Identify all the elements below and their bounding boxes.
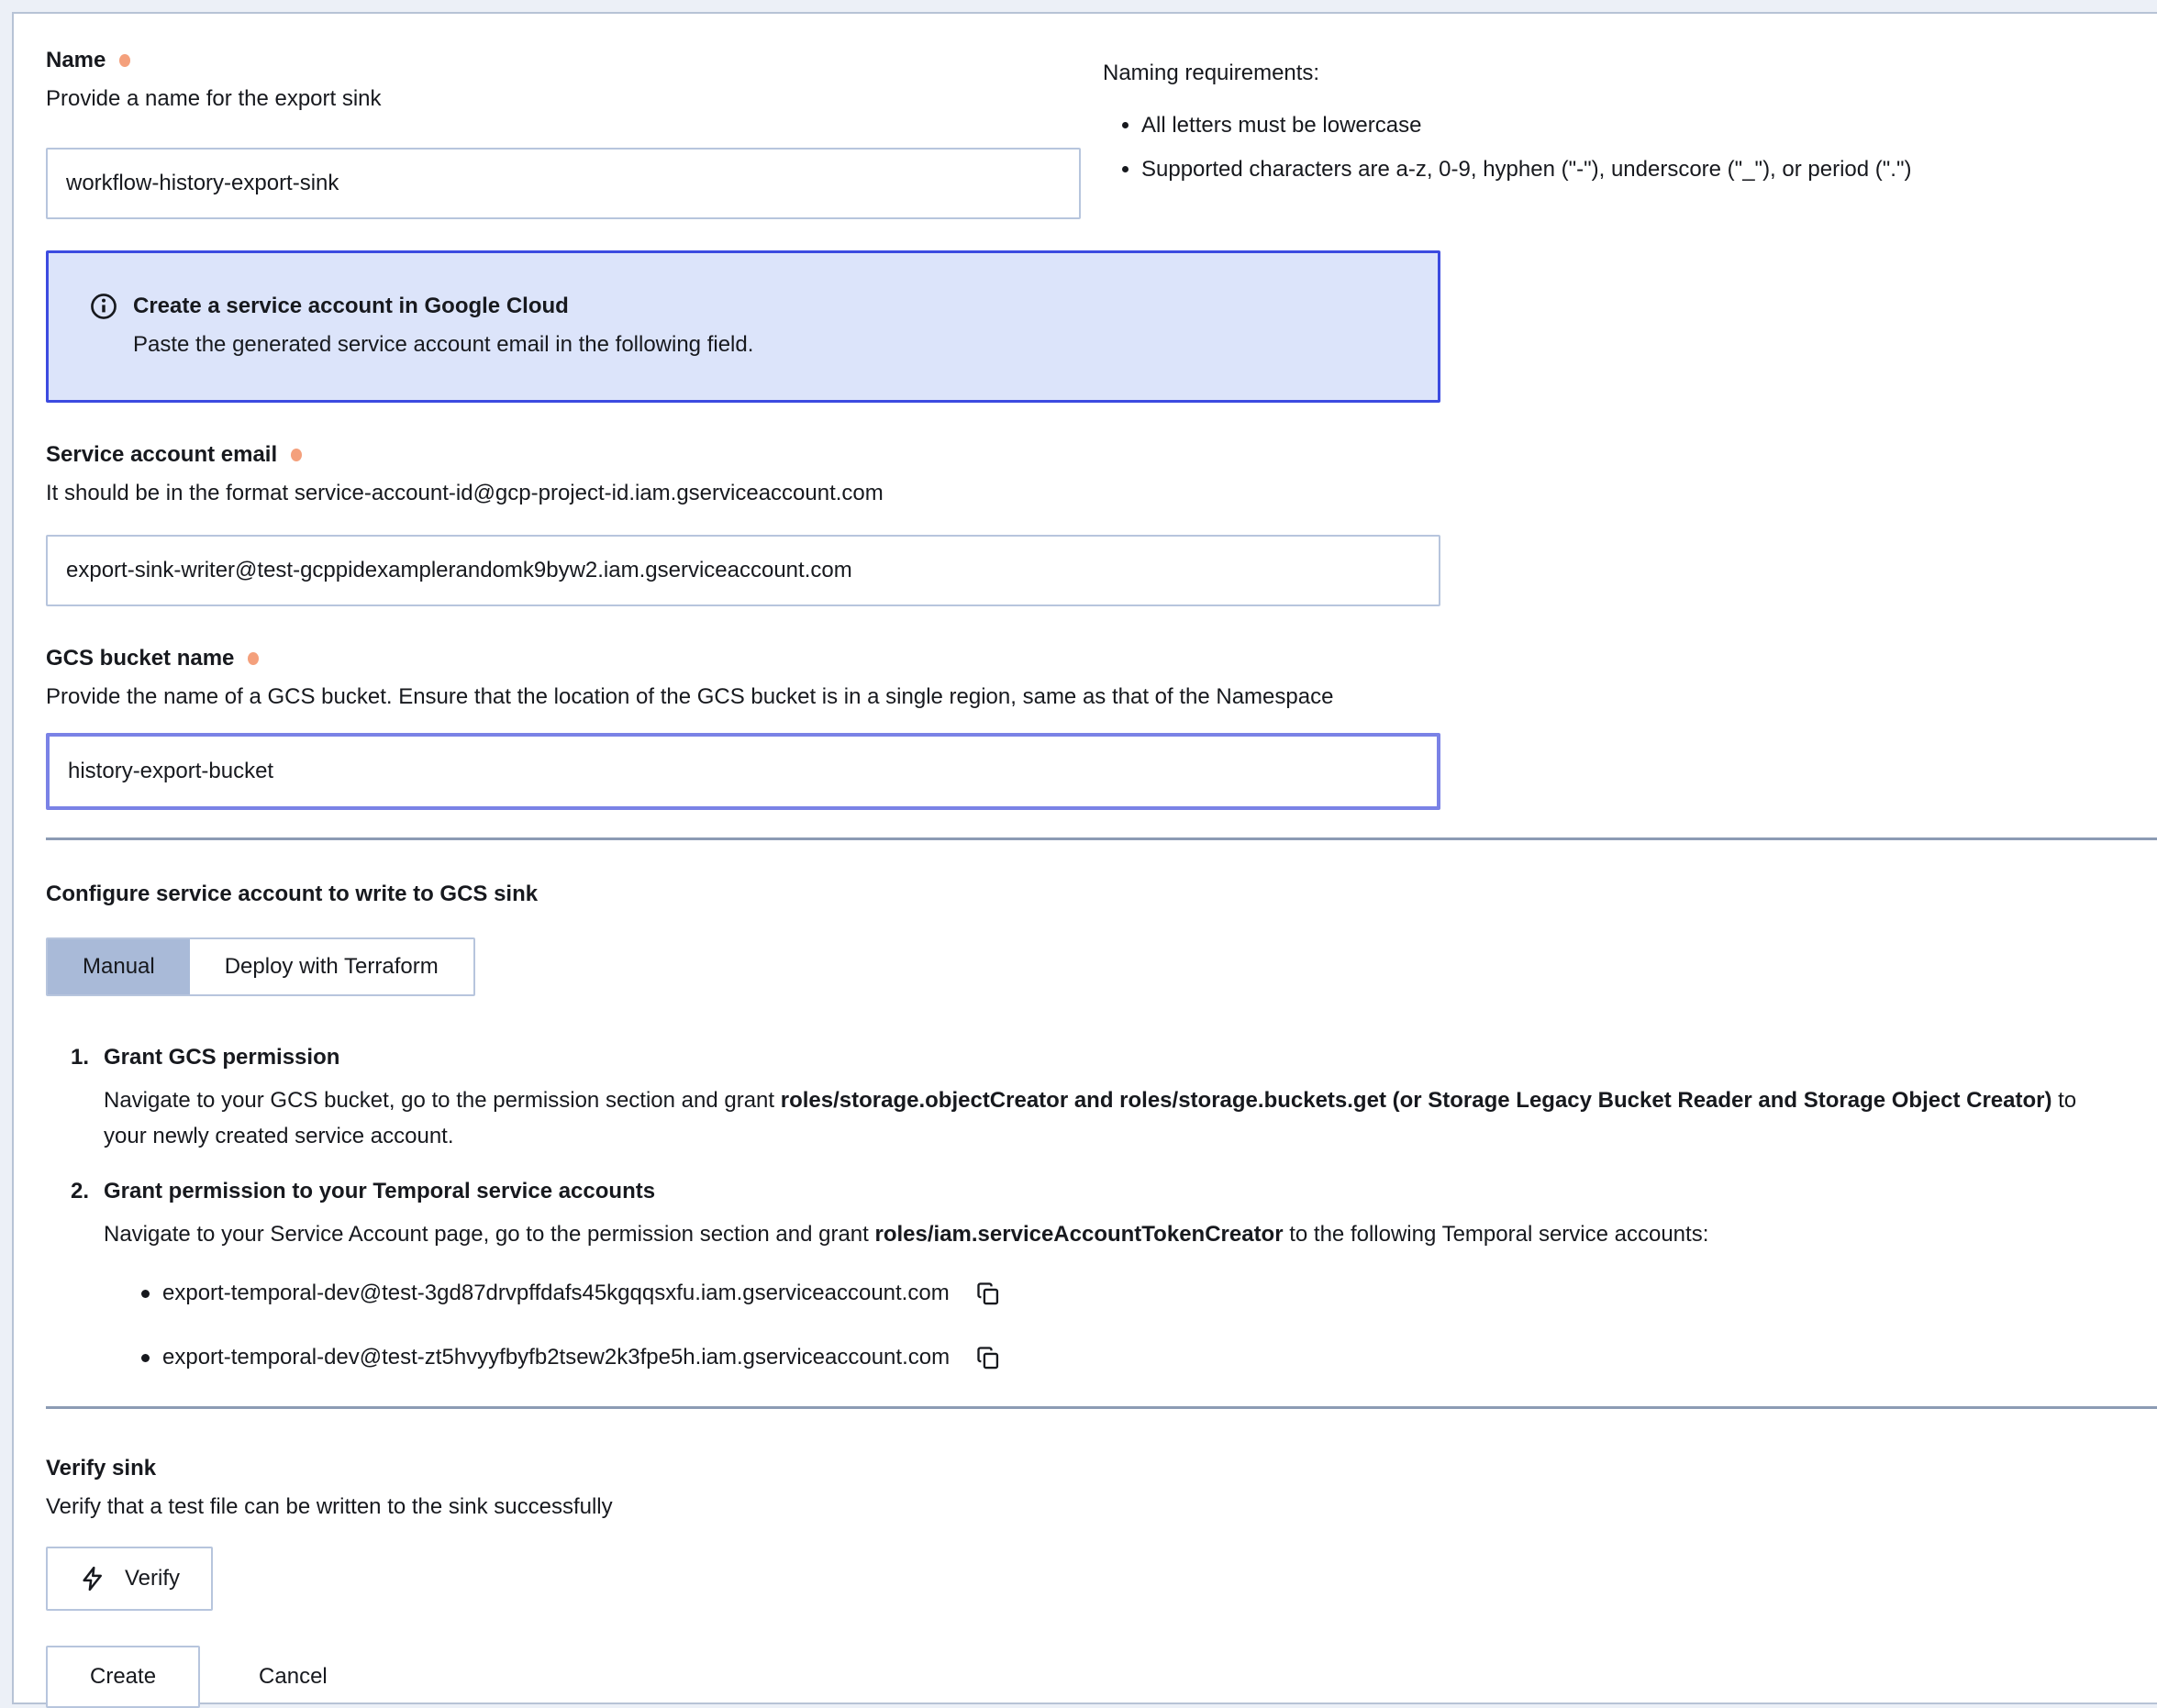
step-body-bold-text: roles/iam.serviceAccountTokenCreator (874, 1222, 1284, 1247)
manual-steps (71, 1042, 2157, 1252)
section-divider (46, 837, 2157, 840)
required-dot-icon (248, 652, 259, 665)
service-account-email-input[interactable] (46, 535, 1440, 606)
copy-button[interactable] (975, 1281, 1001, 1306)
info-icon (89, 290, 133, 321)
service-account-description: It should be in the format service-account-id@gcp-project-id.iam.gserviceaccount.com (46, 481, 884, 505)
naming-requirement-item: • Supported characters are a-z, 0-9, hyphen ("-"), underscore ("_"), or period (".") (1141, 148, 2157, 192)
naming-requirement-item: • All letters must be lowercase (1141, 104, 2157, 148)
required-dot-icon (291, 449, 302, 461)
copy-icon (975, 1345, 1001, 1370)
naming-requirements-title: Naming requirements: (1103, 61, 1320, 85)
copy-button[interactable] (975, 1345, 1001, 1370)
name-description: Provide a name for the export sink (46, 86, 382, 111)
configure-tab-group (46, 937, 475, 996)
step-body-bold-text: roles/storage.objectCreator and roles/storage.buckets.get (or Storage Legacy Bucket Reader and Storage Object Creator) (780, 1088, 2052, 1113)
step-body (104, 1216, 2095, 1252)
service-account-field-group (46, 439, 2157, 606)
bucket-label-text: GCS bucket name (46, 646, 235, 671)
step-title: Grant permission to your Temporal service accounts (104, 1179, 656, 1203)
info-callout-description: Paste the generated service account email in the following field. (133, 332, 754, 357)
step-body-text: Navigate to your Service Account page, go to the permission section and grant (104, 1222, 875, 1247)
step-body-text: to the following Temporal service accounts: (1283, 1222, 1709, 1247)
step-grant-gcs-permission (71, 1042, 2157, 1154)
step-body-text: to your newly created service account. (104, 1088, 2077, 1148)
export-sink-form-panel (12, 12, 2157, 1704)
lightning-icon (79, 1565, 106, 1592)
verify-sink-description: Verify that a test file can be written to the sink successfully (46, 1494, 613, 1519)
verify-sink-heading: Verify sink (46, 1456, 157, 1481)
service-account-email: export-temporal-dev@test-zt5hvyyfbyfb2tsew2k3fpe5h.iam.gserviceaccount.com (162, 1345, 951, 1370)
tab-manual[interactable]: Manual (48, 939, 190, 994)
copy-icon (975, 1281, 1001, 1306)
name-label-text: Name (46, 48, 106, 72)
naming-requirements (1103, 45, 2157, 192)
step-body (104, 1082, 2095, 1154)
service-account-email: export-temporal-dev@test-3gd87drvpffdafs45kgqqsxfu.iam.gserviceaccount.com (162, 1281, 950, 1305)
bucket-label (46, 643, 2157, 674)
info-callout-title: Create a service account in Google Cloud (133, 294, 569, 318)
tab-deploy-with-terraform[interactable]: Deploy with Terraform (190, 939, 473, 994)
service-account-label (46, 439, 2157, 471)
naming-requirements-list (1103, 104, 2157, 192)
step-number: 1. (71, 1045, 90, 1070)
temporal-service-account-list (46, 1278, 2157, 1373)
cancel-button[interactable]: Cancel (259, 1664, 328, 1689)
info-callout (46, 250, 1440, 403)
bucket-field-group (46, 643, 2157, 810)
list-item (46, 1342, 2157, 1373)
verify-button[interactable] (46, 1547, 213, 1611)
step-grant-temporal-permission (71, 1176, 2157, 1252)
section-divider (46, 1406, 2157, 1409)
list-item (46, 1278, 2157, 1309)
step-title: Grant GCS permission (104, 1045, 340, 1070)
service-account-label-text: Service account email (46, 442, 278, 467)
create-button[interactable]: Create (46, 1646, 200, 1708)
bucket-description: Provide the name of a GCS bucket. Ensure that the location of the GCS bucket is in a single region, same as that of the Namespace (46, 684, 1334, 709)
step-body-text: Navigate to your GCS bucket, go to the permission section and grant (104, 1088, 781, 1113)
gcs-bucket-name-input[interactable] (46, 733, 1440, 810)
configure-heading: Configure service account to write to GCS sink (46, 882, 539, 906)
sink-name-input[interactable] (46, 148, 1081, 219)
verify-button-label: Verify (125, 1566, 181, 1591)
required-dot-icon (119, 54, 130, 67)
step-number: 2. (71, 1179, 90, 1203)
